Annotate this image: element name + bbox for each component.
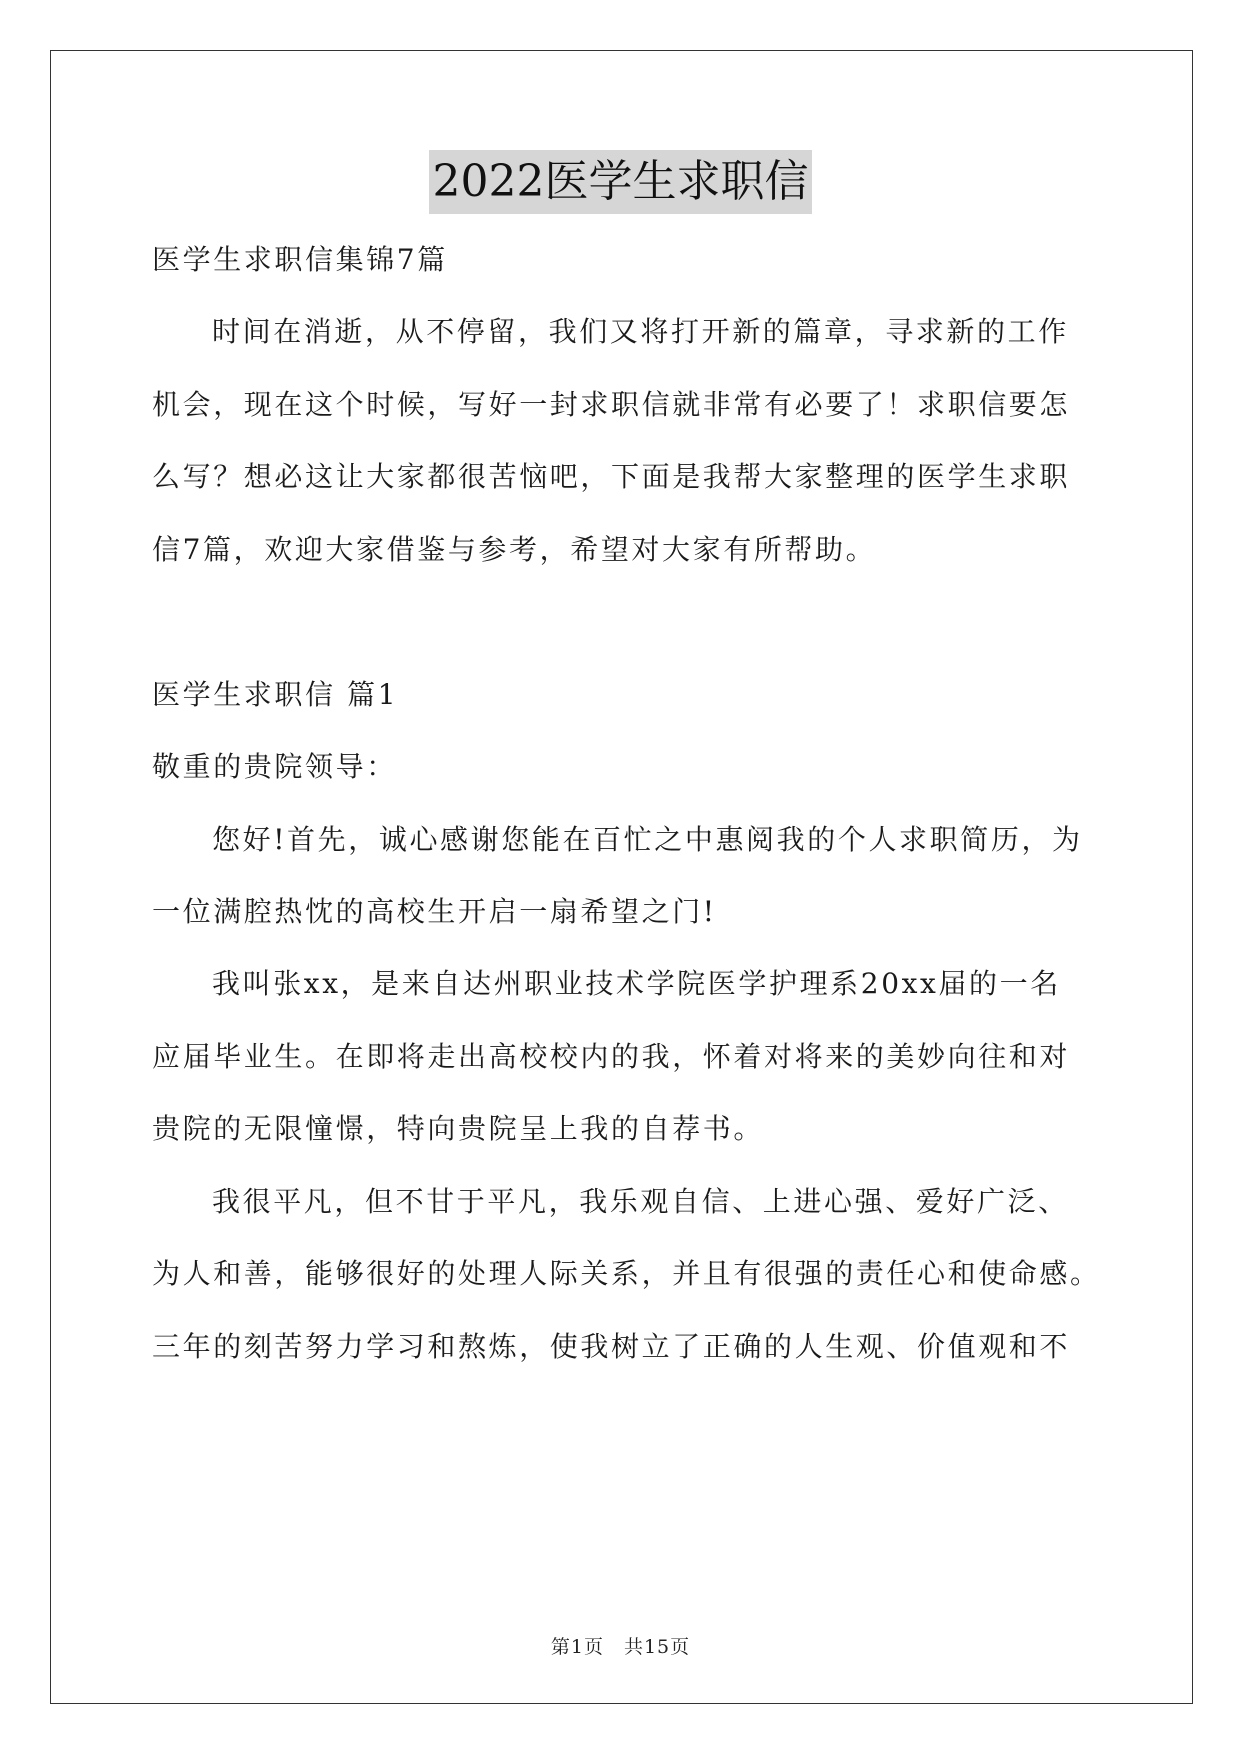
body-line: 一位满腔热忱的高校生开启一扇希望之门! [152, 895, 717, 928]
body-line: 三年的刻苦努力学习和熬炼，使我树立了正确的人生观、价值观和不 [152, 1330, 1071, 1363]
document-title: 2022医学生求职信 [429, 150, 813, 214]
current-page-number: 第1页 [550, 1636, 604, 1658]
document-title-container [0, 150, 1241, 214]
body-line: 为人和善，能够很好的处理人际关系，并且有很强的责任心和使命感。 [152, 1257, 1101, 1290]
page-footer [0, 1632, 1241, 1659]
body-line: 贵院的无限憧憬，特向贵院呈上我的自荐书。 [152, 1112, 765, 1145]
document-subtitle: 医学生求职信集锦7篇 [152, 243, 448, 276]
body-line: 您好!首先，诚心感谢您能在百忙之中惠阅我的个人求职简历，为 [212, 823, 1083, 856]
section-heading: 医学生求职信 篇1 [152, 678, 399, 711]
salutation: 敬重的贵院领导： [152, 750, 397, 783]
intro-line: 时间在消逝，从不停留，我们又将打开新的篇章，寻求新的工作 [212, 315, 1069, 348]
body-line: 应届毕业生。在即将走出高校校内的我，怀着对将来的美妙向往和对 [152, 1040, 1071, 1073]
intro-line: 么写？想必这让大家都很苦恼吧，下面是我帮大家整理的医学生求职 [152, 460, 1071, 493]
body-line: 我叫张xx，是来自达州职业技术学院医学护理系20xx届的一名 [212, 967, 1061, 1000]
page-border [50, 50, 1193, 1704]
intro-line: 机会，现在这个时候，写好一封求职信就非常有必要了！求职信要怎 [152, 388, 1071, 421]
intro-line: 信7篇，欢迎大家借鉴与参考，希望对大家有所帮助。 [152, 533, 877, 566]
body-line: 我很平凡，但不甘于平凡，我乐观自信、上进心强、爱好广泛、 [212, 1185, 1069, 1218]
total-pages: 共15页 [623, 1636, 691, 1658]
